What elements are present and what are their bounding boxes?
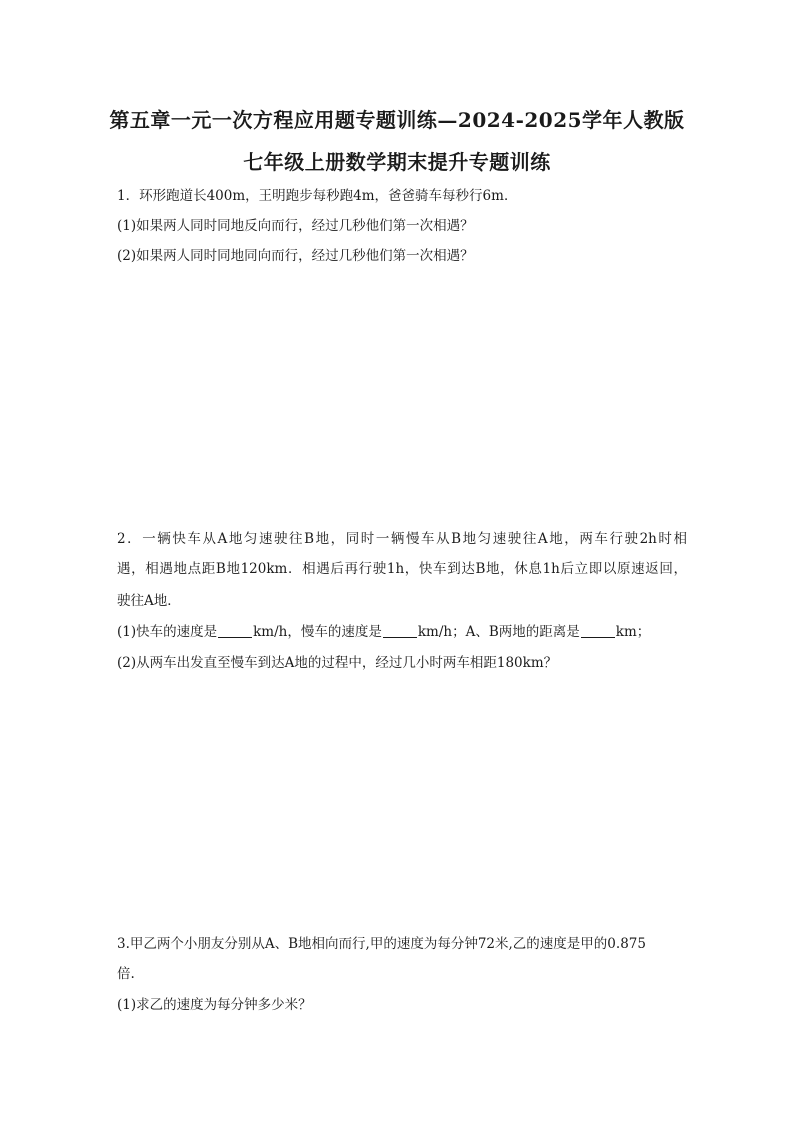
document-title-line-2: 七年级上册数学期末提升专题训练 bbox=[243, 150, 551, 174]
question-2-stem-line-1: 2．一辆快车从A地匀速驶往B地，同时一辆慢车从B地匀速驶往A地，两车行驶2h时相 bbox=[117, 531, 687, 547]
document-title-line-1: 第五章一元一次方程应用题专题训练—2024-2025学年人教版 bbox=[109, 108, 685, 132]
question-3-stem-line-2: 倍. bbox=[117, 966, 135, 982]
question-1-part-1: (1)如果两人同时同地反向而行，经过几秒他们第一次相遇？ bbox=[117, 218, 474, 234]
answer-blank-fast-speed[interactable] bbox=[218, 623, 252, 638]
answer-blank-slow-speed[interactable] bbox=[383, 623, 417, 638]
question-2-stem-line-2: 遇，相遇地点距B地120km．相遇后再行驶1h，快车到达B地，休息1h后立即以原速返回， bbox=[117, 561, 687, 577]
question-2-part-1-text-c: km/h；A、B两地的距离是 bbox=[417, 624, 580, 640]
question-3-part-1: (1)求乙的速度为每分钟多少米？ bbox=[117, 997, 312, 1013]
question-2-part-2: (2)从两车出发直至慢车到达A地的过程中，经过几小时两车相距180km？ bbox=[117, 655, 558, 671]
question-1-part-2: (2)如果两人同时同地同向而行，经过几秒他们第一次相遇？ bbox=[117, 248, 474, 264]
question-2-stem-line-3: 驶往A地． bbox=[117, 593, 181, 609]
question-2-part-1-text-d: km； bbox=[615, 624, 651, 640]
question-2-part-1 bbox=[117, 622, 687, 642]
question-3-stem-line-1: 3.甲乙两个小朋友分别从A、B地相向而行,甲的速度为每分钟72米,乙的速度是甲的0.875 bbox=[117, 936, 646, 952]
answer-blank-distance[interactable] bbox=[581, 623, 615, 638]
question-2-part-1-text-b: km/h，慢车的速度是 bbox=[253, 624, 382, 640]
question-2-part-1-text-a: (1)快车的速度是 bbox=[117, 624, 218, 640]
question-1-stem: 1．环形跑道长400m，王明跑步每秒跑4m，爸爸骑车每秒行6m． bbox=[117, 188, 518, 204]
